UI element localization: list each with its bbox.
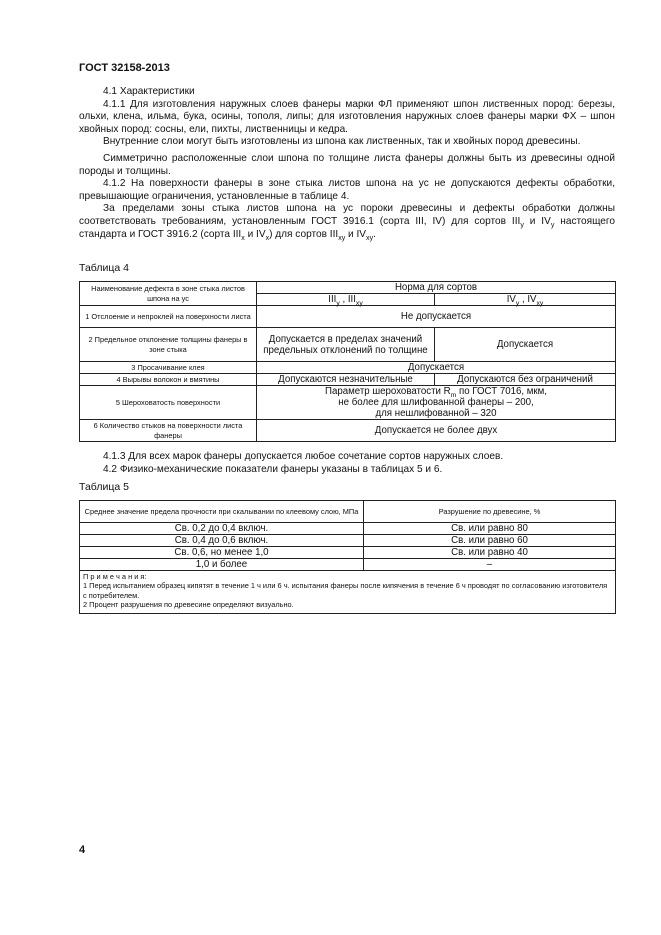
- table-row: [80, 362, 616, 374]
- strength-value: 1,0 и более: [80, 559, 364, 571]
- table-row: [80, 523, 616, 535]
- defect-norm-grade-iv: Допускается: [435, 328, 616, 362]
- roughness-line-1: Параметр шероховатости $R_m$ по ГОСТ 7016, мкм,: [325, 386, 548, 399]
- notes-title: П р и м е ч а н и я:: [83, 572, 147, 581]
- roughness-line-2: не более для шлифованной фанеры – 200,: [338, 397, 534, 408]
- strength-value: Св. 0,6, но менее 1,0: [80, 547, 364, 559]
- page-number: 4: [79, 844, 86, 856]
- table-5-wood-failure-header: Разрушение по древесине, %: [364, 501, 616, 523]
- wood-failure-value: –: [364, 559, 616, 571]
- table-row: [80, 306, 616, 328]
- paragraph-4-1-1: 4.1.1 Для изготовления наружных слоев фанеры марки ФЛ применяют шпон лиственных пород: березы, ольхи, клена, ильма, бука, осины, тополя, липы; для изготовления наружных слоев фанеры марки ФХ – шпон хвойных пород: сосны, ели, пихты, лиственницы и кедра.: [79, 98, 615, 135]
- table-4-grade-iii-header: $III_у$ , $III_{ху}$: [257, 294, 435, 306]
- roughness-line-3: для нешлифованной – 320: [375, 408, 497, 419]
- defect-name: 4 Вырывы волокон и вмятины: [80, 374, 257, 386]
- defect-name: 6 Количество стыков на поверхности листа фанеры: [80, 420, 257, 442]
- defect-name: 3 Просачивание клея: [80, 362, 257, 374]
- section-title: 4.1 Характеристики: [103, 86, 195, 97]
- defect-norm-grade-iii: Допускается в пределах значений предельных отклонений по толщине: [257, 328, 435, 362]
- table-row: [80, 559, 616, 571]
- wood-failure-value: Св. или равно 60: [364, 535, 616, 547]
- defect-name: 5 Шероховатость поверхности: [80, 386, 257, 420]
- table-4-caption: Таблица 4: [79, 262, 129, 274]
- paragraph-symmetric-layers: Симметрично расположенные слои шпона по толщине листа фанеры должны быть из древесины одной породы и толщины.: [79, 152, 615, 177]
- section-4-1-text: [79, 86, 615, 241]
- document-id-header: ГОСТ 32158-2013: [79, 62, 170, 74]
- strength-value: Св. 0,4 до 0,6 включ.: [80, 535, 364, 547]
- note-1: 1 Перед испытанием образец кипятят в течение 1 ч или 6 ч. испытания фанеры после кипячения в течение 6 ч проводят по согласованию изготовителя с потребителем.: [83, 581, 608, 600]
- paragraph-4-1-3: 4.1.3 Для всех марок фанеры допускается любое сочетание сортов наружных слоев.: [103, 451, 504, 462]
- table-5-strength-header: Среднее значение предела прочности при скалывании по клеевому слою, МПа: [80, 501, 364, 523]
- table-4-col-defect-header: Наименование дефекта в зоне стыка листов шпона на ус: [80, 282, 257, 306]
- paragraph-4-2: 4.2 Физико-механические показатели фанеры указаны в таблицах 5 и 6.: [103, 463, 443, 475]
- section-4-1-3-text: [79, 451, 615, 476]
- table-5-notes: [80, 571, 616, 614]
- defect-norm: Не допускается: [257, 306, 616, 328]
- table-row: [80, 535, 616, 547]
- defect-name: 2 Предельное отклонение толщины фанеры в зоне стыка: [80, 328, 257, 362]
- table-5-caption: Таблица 5: [79, 481, 129, 493]
- table-5-notes-row: [80, 571, 616, 614]
- defect-norm-grade-iv: Допускаются без ограничений: [435, 374, 616, 386]
- table-4-group-header: Норма для сортов: [257, 282, 616, 294]
- defect-norm: [257, 386, 616, 420]
- table-4: [79, 281, 616, 442]
- defect-norm: Допускается не более двух: [257, 420, 616, 442]
- defect-name: 1 Отслоение и непроклей на поверхности листа: [80, 306, 257, 328]
- paragraph-4-1-2: 4.1.2 На поверхности фанеры в зоне стыка листов шпона на ус не допускаются дефекты обработки, превышающие ограничения, установленные в таблице 4.: [79, 178, 615, 202]
- table-row: [80, 374, 616, 386]
- wood-failure-value: Св. или равно 40: [364, 547, 616, 559]
- table-row: [80, 386, 616, 420]
- note-2: 2 Процент разрушения по древесине определяют визуально.: [83, 600, 294, 610]
- defect-norm: Допускается: [257, 362, 616, 374]
- defect-norm-grade-iii: Допускаются незначительные: [257, 374, 435, 386]
- paragraph-inner-layers: Внутренние слои могут быть изготовлены из шпона как лиственных, так и хвойных пород древесины.: [103, 136, 581, 148]
- table-row: [80, 328, 616, 362]
- table-row: [80, 420, 616, 442]
- paragraph-outside-zone: За пределами зоны стыка листов шпона на ус пороки древесины и дефекты обработки должны соответствовать требованиям, установленным ГОСТ 3916.1 (сорта III, IV) для сортов $III_у$ и $IV_у$ настоящего стандарта и ГОСТ 3916.2 (сорта $III_х$ и $IV_х$) для сортов $III_{ху}$ и $IV_{ху}$.: [79, 203, 615, 242]
- table-5: [79, 500, 616, 614]
- strength-value: Св. 0,2 до 0,4 включ.: [80, 523, 364, 535]
- wood-failure-value: Св. или равно 80: [364, 523, 616, 535]
- table-4-grade-iv-header: $IV_у$ , $IV_{ху}$: [435, 294, 616, 306]
- table-row: [80, 547, 616, 559]
